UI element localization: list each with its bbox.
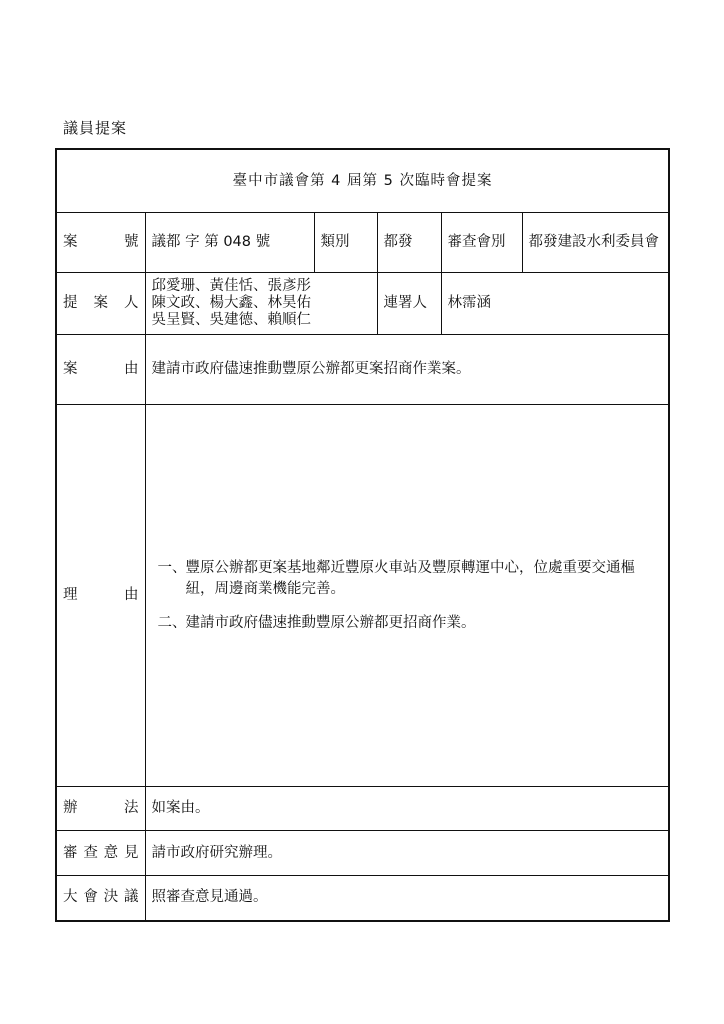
proposer-line: 邱愛珊、黃佳恬、張彥彤 (151, 278, 311, 294)
category-value: 都發 (377, 213, 441, 273)
proposer-label: 提 案 人 (56, 273, 145, 335)
review-opinion-row (56, 831, 669, 876)
resolution-value: 照審查意見通過。 (145, 876, 669, 921)
form-title: 臺中市議會第 4 屆第 5 次臨時會提案 (56, 149, 669, 213)
proposal-form-table (55, 148, 670, 922)
case-number-row (56, 213, 669, 273)
category-label: 類別 (314, 213, 377, 273)
form-header-label: 議員提案 (63, 119, 128, 137)
review-opinion-label: 審 查 意 見 (56, 831, 145, 876)
subject-row (56, 335, 669, 405)
proposer-line: 吳呈賢、吳建德、賴順仁 (151, 312, 311, 328)
review-committee-label: 審查會別 (441, 213, 522, 273)
reason-item-text: 豐原公辦都更案基地鄰近豐原火車站及豐原轉運中心，位處重要交通樞紐，周邊商業機能完善。 (185, 559, 635, 597)
cosigner-label: 連署人 (377, 273, 441, 335)
case-number-label: 案 號 (56, 213, 145, 273)
reason-item (152, 558, 663, 600)
reason-label: 理 由 (56, 405, 145, 787)
resolution-row (56, 876, 669, 921)
subject-value: 建請市政府儘速推動豐原公辦都更案招商作業案。 (145, 335, 669, 405)
cosigner-value: 林霈涵 (441, 273, 669, 335)
reason-item-text: 建請市政府儘速推動豐原公辦都更招商作業。 (185, 614, 476, 631)
resolution-label: 大 會 決 議 (56, 876, 145, 921)
method-label: 辦 法 (56, 787, 145, 831)
proposer-line: 陳文政、楊大鑫、林昊佑 (151, 295, 311, 311)
method-row (56, 787, 669, 831)
review-opinion-value: 請市政府研究辦理。 (145, 831, 669, 876)
subject-label: 案 由 (56, 335, 145, 405)
reason-content (145, 405, 669, 787)
reason-row (56, 405, 669, 787)
reason-item (152, 613, 663, 634)
reason-item-number: 一、 (157, 559, 187, 576)
proposer-row (56, 273, 669, 335)
case-number-value: 議都 字 第 048 號 (145, 213, 314, 273)
reason-item-number: 二、 (157, 614, 187, 631)
review-committee-value: 都發建設水利委員會 (522, 213, 669, 273)
method-value: 如案由。 (145, 787, 669, 831)
proposer-list (145, 273, 377, 335)
title-row (56, 149, 669, 213)
